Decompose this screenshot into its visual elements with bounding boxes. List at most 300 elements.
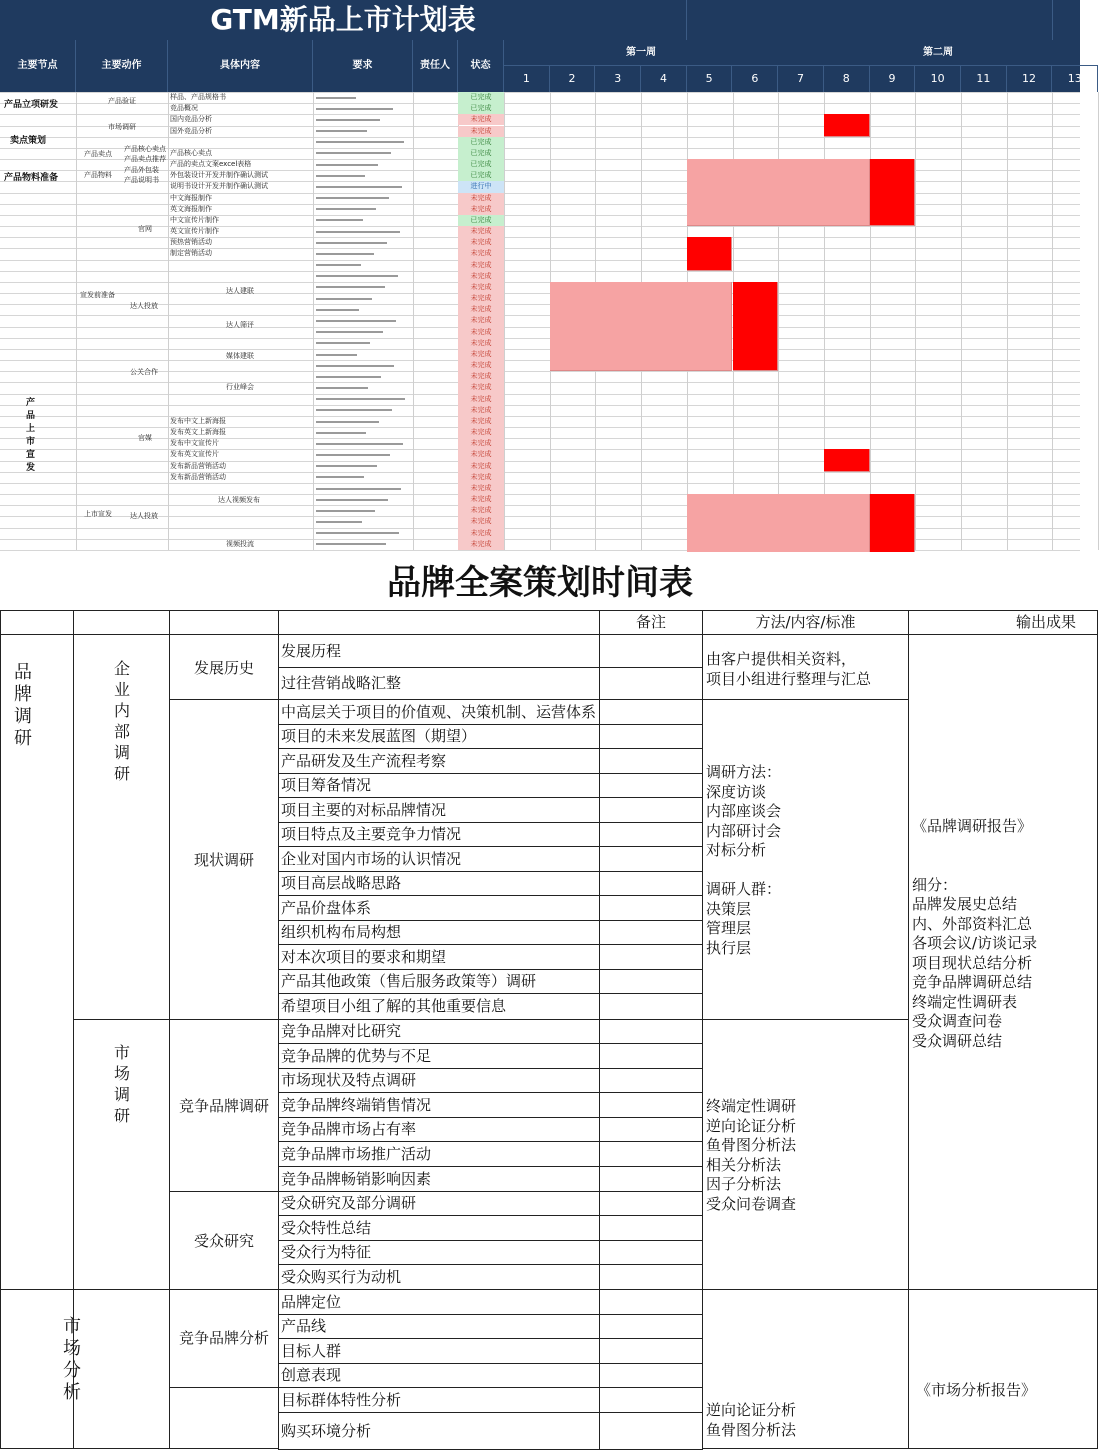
action-label: 产品卖点	[84, 150, 112, 158]
item-cell-border	[599, 1240, 703, 1265]
status-cell: 未完成	[458, 405, 504, 416]
day-header: 12	[1007, 66, 1053, 92]
item-cell-border	[599, 969, 703, 994]
status-cell: 未完成	[458, 483, 504, 494]
section-label: 市场分析	[63, 1316, 81, 1403]
status-cell: 未完成	[458, 248, 504, 259]
plan-item: 受众购买行为动机	[281, 1267, 402, 1286]
group-label: 市场调研	[113, 1043, 130, 1125]
requirement-text	[316, 298, 372, 300]
row-line	[0, 349, 1080, 350]
content-cell: 制定营销活动	[170, 249, 212, 258]
day-header: 1	[504, 66, 550, 92]
requirement-text	[316, 286, 385, 288]
requirement-text	[316, 465, 377, 467]
header-action: 主要动作	[76, 40, 168, 92]
day-header: 10	[915, 66, 961, 92]
requirement-text	[316, 432, 366, 434]
row-line	[0, 126, 1080, 127]
plan-item: 希望项目小组了解的其他重要信息	[281, 997, 507, 1015]
content-cell: 竞品概况	[170, 104, 198, 113]
status-cell: 未完成	[458, 449, 504, 460]
requirement-text	[316, 543, 386, 545]
status-cell: 未完成	[458, 394, 504, 405]
plan-item: 企业对国内市场的认识情况	[281, 849, 462, 868]
content-cell: 发布中文宣传片	[170, 439, 219, 448]
plan-item: 竞争品牌畅销影响因素	[281, 1169, 432, 1188]
status-cell: 未完成	[458, 349, 504, 360]
sub-item-label: 媒体建联	[226, 352, 254, 360]
row-line	[0, 516, 1080, 517]
note-header: 备注	[635, 613, 666, 631]
plan-item: 目标群体特性分析	[281, 1390, 402, 1409]
requirement-text	[316, 488, 401, 490]
brand-plan-sheet	[0, 552, 1080, 1440]
gtm-body	[0, 92, 1080, 550]
status-cell: 已完成	[458, 148, 504, 159]
day-header: 3	[595, 66, 641, 92]
status-cell: 未完成	[458, 293, 504, 304]
content-cell: 说明书设计开发并制作确认测试	[170, 182, 268, 191]
method-text: 由客户提供相关资料， 项目小组进行整理与汇总	[706, 650, 872, 688]
gantt-bar	[687, 159, 870, 226]
content-cell: 英文海报制作	[170, 204, 212, 213]
output-text: 《市场分析报告》	[916, 1381, 1037, 1399]
row-line	[0, 472, 1080, 473]
plan-item: 过往营销战略汇整	[281, 674, 402, 692]
item-cell-border	[599, 1092, 703, 1118]
item-cell-border	[599, 1043, 703, 1069]
sub-action-label: 产品外包装	[124, 166, 159, 174]
status-cell: 未完成	[458, 126, 504, 137]
row-line	[0, 237, 1080, 238]
node-materials: 产品物料准备	[4, 173, 59, 183]
plan-item: 项目特点及主要竞争力情况	[281, 825, 462, 843]
col-line	[413, 92, 414, 550]
content-cell: 外包装设计开发并制作确认测试	[170, 171, 268, 180]
plan-item: 发展历程	[281, 641, 342, 660]
status-cell: 进行中	[458, 181, 504, 192]
plan-item: 竞争品牌对比研究	[281, 1022, 402, 1040]
col-line	[961, 92, 962, 550]
requirement-text	[316, 130, 367, 132]
plan-item: 产品线	[281, 1317, 327, 1335]
item-cell-border	[599, 1166, 703, 1192]
title-divider	[1052, 0, 1053, 40]
row-line	[0, 181, 1080, 182]
row-line	[0, 449, 1080, 450]
row-line	[0, 114, 1080, 115]
item-cell-border	[599, 846, 703, 872]
row-line	[0, 483, 1080, 484]
brand-title: 品牌全案策划时间表	[387, 563, 693, 603]
status-cell: 未完成	[458, 226, 504, 237]
content-cell: 发布英文宣传片	[170, 450, 219, 459]
sub-action-label: 官媒	[138, 434, 152, 442]
content-cell: 发布新品营销活动	[170, 472, 226, 481]
sub-item-label: 行业峰会	[226, 383, 254, 391]
action-label: 市场调研	[108, 123, 136, 131]
status-cell: 未完成	[458, 204, 504, 215]
content-cell: 发布中文上新海报	[170, 416, 226, 425]
requirement-text	[316, 164, 378, 166]
row-line	[0, 103, 1080, 104]
action-label: 产品物料	[84, 171, 112, 179]
plan-item: 项目高层战略思路	[281, 874, 402, 892]
status-cell: 未完成	[458, 494, 504, 505]
status-cell: 未完成	[458, 461, 504, 472]
category-label: 受众研究	[193, 1232, 254, 1250]
item-cell-border	[599, 1338, 703, 1364]
gantt-bar	[733, 282, 779, 371]
plan-item: 竞争品牌市场推广活动	[281, 1144, 432, 1163]
item-cell-border	[599, 1289, 703, 1315]
gtm-plan-sheet	[0, 0, 1080, 552]
sub-item-label: 达人视频发布	[218, 496, 260, 504]
plan-item: 产品研发及生产流程考察	[281, 751, 447, 770]
header-owner: 责任人	[413, 40, 458, 92]
row-line	[0, 271, 1080, 272]
row-line	[0, 92, 1080, 93]
item-cell-border	[599, 748, 703, 774]
requirement-text	[316, 409, 392, 411]
status-cell: 已完成	[458, 92, 504, 103]
status-cell: 未完成	[458, 427, 504, 438]
item-cell-border	[599, 895, 703, 921]
status-cell: 未完成	[458, 382, 504, 393]
plan-item: 产品价盘体系	[281, 898, 372, 917]
requirement-text	[316, 521, 362, 523]
row-line	[0, 226, 1080, 227]
gantt-bar	[824, 114, 870, 136]
plan-item: 对本次项目的要求和期望	[281, 947, 447, 966]
content-cell: 英文宣传片制作	[170, 227, 219, 236]
status-cell: 未完成	[458, 315, 504, 326]
day-header: 7	[778, 66, 824, 92]
status-cell: 未完成	[458, 516, 504, 527]
row-line	[0, 315, 1080, 316]
plan-item: 品牌定位	[281, 1292, 342, 1311]
row-line	[0, 204, 1080, 205]
requirement-text	[316, 510, 375, 512]
item-cell-border	[599, 1363, 703, 1388]
row-line	[0, 360, 1080, 361]
method-text: 调研方法： 深度访谈 内部座谈会 内部研讨会 对标分析 调研人群： 决策层 管理层 执行层	[706, 763, 782, 957]
row-line	[0, 461, 1080, 462]
requirement-text	[316, 499, 388, 501]
requirement-text	[316, 175, 365, 177]
group-label: 企业内部调研	[113, 659, 130, 783]
action-label: 上市宣发	[84, 510, 112, 518]
status-cell: 已完成	[458, 137, 504, 148]
row-line	[0, 338, 1080, 339]
item-cell-border	[599, 667, 703, 700]
plan-item: 组织机构布局构想	[281, 923, 402, 941]
row-line	[0, 528, 1080, 529]
status-cell: 已完成	[458, 215, 504, 226]
output-text: 《品牌调研报告》 细分： 品牌发展史总结 内、外部资料汇总 各项会议/访谈记录 项目现状总结分析 竞争品牌调研总结 终端定性调研表 受众调查问卷 受众调研总结	[912, 817, 1038, 1050]
action-label: 产品验证	[108, 97, 136, 105]
gantt-bar	[550, 282, 733, 371]
day-header: 13	[1052, 66, 1098, 92]
method-text: 终端定性调研 逆向论证分析 鱼骨图分析法 相关分析法 因子分析法 受众问卷调查	[706, 1097, 797, 1213]
gtm-title-bar	[0, 0, 1080, 40]
row-line	[0, 494, 1080, 495]
item-cell-border	[599, 699, 703, 725]
requirement-text	[316, 454, 390, 456]
content-cell: 国外竞品分析	[170, 126, 212, 135]
status-cell: 未完成	[458, 528, 504, 539]
sub-action-label: 达人投放	[130, 302, 158, 310]
status-cell: 未完成	[458, 472, 504, 483]
status-cell: 已完成	[458, 103, 504, 114]
status-cell: 未完成	[458, 505, 504, 516]
item-cell-border	[599, 1191, 703, 1216]
status-cell: 未完成	[458, 438, 504, 449]
requirement-text	[316, 365, 394, 367]
category-label: 竞争品牌分析	[178, 1329, 269, 1347]
row-line	[0, 438, 1080, 439]
day-header: 8	[824, 66, 870, 92]
status-cell: 未完成	[458, 193, 504, 204]
plan-item: 项目筹备情况	[281, 776, 372, 794]
row-line	[0, 293, 1080, 294]
content-cell: 中文宣传片制作	[170, 215, 219, 224]
row-line	[0, 405, 1080, 406]
requirement-text	[316, 97, 356, 99]
row-line	[0, 327, 1080, 328]
sub-action-label: 产品卖点推荐	[124, 155, 166, 163]
content-cell: 发布新品营销活动	[170, 461, 226, 470]
content-cell: 国内竞品分析	[170, 115, 212, 124]
item-cell-border	[599, 1141, 703, 1167]
item-cell-border	[599, 871, 703, 896]
requirement-text	[316, 152, 391, 154]
group-cell	[73, 1289, 170, 1449]
row-line	[0, 427, 1080, 428]
title-divider	[686, 0, 687, 40]
day-header: 2	[550, 66, 596, 92]
plan-item: 创意表现	[281, 1366, 342, 1384]
requirement-text	[316, 108, 393, 110]
plan-item: 购买环境分析	[281, 1421, 372, 1440]
gantt-bar	[824, 449, 870, 471]
status-cell: 未完成	[458, 416, 504, 427]
requirement-text	[316, 197, 389, 199]
col-line	[313, 92, 314, 550]
plan-item: 中高层关于项目的价值观、决策机制、运营体系	[281, 702, 597, 721]
item-cell-border	[599, 1314, 703, 1339]
status-cell: 未完成	[458, 114, 504, 125]
plan-item: 竞争品牌的优势与不足	[281, 1046, 432, 1065]
day-header: 9	[870, 66, 916, 92]
item-cell-border	[599, 1412, 703, 1450]
row-line	[0, 215, 1080, 216]
requirement-text	[316, 320, 396, 322]
gtm-header-row	[0, 40, 1080, 92]
header-cell	[0, 610, 74, 635]
item-cell-border	[278, 1314, 600, 1339]
output-header: 输出成果	[1016, 613, 1077, 631]
requirement-text	[316, 141, 404, 143]
item-cell-border	[599, 944, 703, 970]
plan-item: 项目的未来发展蓝图（期望）	[281, 727, 477, 745]
requirement-text	[316, 532, 399, 534]
day-header: 5	[687, 66, 733, 92]
day-header: 11	[961, 66, 1007, 92]
row-line	[0, 539, 1080, 540]
node-selling-points: 卖点策划	[10, 136, 47, 146]
status-cell: 已完成	[458, 159, 504, 170]
requirement-text	[316, 342, 370, 344]
row-line	[0, 304, 1080, 305]
row-line	[0, 416, 1080, 417]
status-cell: 未完成	[458, 539, 504, 550]
plan-item: 受众特性总结	[281, 1218, 372, 1237]
sub-item-label: 达人筛评	[226, 321, 254, 329]
content-cell: 样品、产品规格书	[170, 93, 226, 101]
requirement-text	[316, 264, 361, 266]
row-line	[0, 170, 1080, 171]
requirement-text	[316, 354, 357, 356]
requirement-text	[316, 275, 398, 277]
week-two-header: 第二周	[778, 40, 1098, 66]
requirement-text	[316, 242, 387, 244]
status-cell: 未完成	[458, 271, 504, 282]
content-cell: 产品核心卖点	[170, 148, 212, 157]
item-cell-border	[599, 773, 703, 798]
action-label: 宣发前准备	[80, 291, 115, 299]
requirement-text	[316, 309, 359, 311]
gtm-title: GTM新品上市计划表	[210, 3, 476, 36]
method-text: 逆向论证分析 鱼骨图分析法	[706, 1401, 797, 1439]
row-line	[0, 382, 1080, 383]
header-cell	[278, 610, 600, 635]
category-cell	[169, 1387, 279, 1449]
sub-item-label: 达人建联	[226, 287, 254, 295]
col-line	[1007, 92, 1008, 550]
status-cell: 未完成	[458, 360, 504, 371]
row-line	[0, 248, 1080, 249]
content-cell: 产品的卖点文案excel表格	[170, 160, 252, 169]
sub-action-label: 官网	[138, 225, 152, 233]
gantt-bar	[687, 237, 733, 271]
row-line	[0, 260, 1080, 261]
requirement-text	[316, 253, 374, 255]
day-header: 4	[641, 66, 687, 92]
header-content: 具体内容	[168, 40, 313, 92]
requirement-text	[316, 331, 383, 333]
category-label: 发展历史	[193, 659, 254, 677]
requirement-text	[316, 186, 402, 188]
item-cell-border	[599, 920, 703, 945]
plan-item: 竞争品牌市场占有率	[281, 1120, 417, 1138]
header-node: 主要节点	[0, 40, 76, 92]
item-cell-border	[599, 1019, 703, 1044]
row-line	[0, 550, 1080, 551]
content-cell: 中文海报制作	[170, 193, 212, 202]
row-line	[0, 505, 1080, 506]
item-cell-border	[599, 993, 703, 1020]
row-line	[0, 371, 1080, 372]
plan-item: 受众行为特征	[281, 1243, 372, 1261]
section-label: 品牌调研	[14, 662, 32, 749]
status-cell: 未完成	[458, 237, 504, 248]
requirement-text	[316, 443, 403, 445]
header-cell	[169, 610, 279, 635]
plan-item: 市场现状及特点调研	[281, 1071, 417, 1089]
item-cell-border	[599, 1068, 703, 1093]
sub-action-label: 达人投放	[130, 512, 158, 520]
requirement-text	[316, 421, 379, 423]
item-cell-border	[599, 634, 703, 668]
header-status: 状态	[458, 40, 504, 92]
col-line	[168, 92, 169, 550]
item-cell-border	[599, 724, 703, 749]
row-line	[0, 394, 1080, 395]
header-requirement: 要求	[313, 40, 413, 92]
header-cell	[73, 610, 170, 635]
row-line	[0, 282, 1080, 283]
requirement-text	[316, 219, 363, 221]
requirement-text	[316, 387, 368, 389]
node-product-dev: 产品立项研发	[4, 100, 59, 110]
sub-action-label: 公关合作	[130, 368, 158, 376]
requirement-text	[316, 476, 364, 478]
sub-item-label: 视频投流	[226, 540, 254, 548]
item-cell-border	[599, 797, 703, 823]
gantt-bar	[870, 159, 916, 226]
col-line	[915, 92, 916, 550]
plan-item: 目标人群	[281, 1341, 342, 1360]
status-cell: 已完成	[458, 170, 504, 181]
item-cell-border	[599, 1215, 703, 1241]
status-cell: 未完成	[458, 282, 504, 293]
day-header: 6	[733, 66, 779, 92]
content-cell: 发布英文上新海报	[170, 428, 226, 437]
plan-item: 竞争品牌终端销售情况	[281, 1095, 432, 1114]
plan-item: 项目主要的对标品牌情况	[281, 800, 447, 819]
requirement-text	[316, 398, 405, 400]
row-line	[0, 193, 1080, 194]
sub-action-label: 产品核心卖点	[124, 145, 166, 153]
col-line	[76, 92, 77, 550]
content-cell: 预热营销活动	[170, 238, 212, 247]
status-cell: 未完成	[458, 327, 504, 338]
status-cell: 未完成	[458, 371, 504, 382]
item-cell-border	[599, 1264, 703, 1290]
status-cell: 未完成	[458, 260, 504, 271]
status-cell: 未完成	[458, 338, 504, 349]
col-line	[504, 92, 505, 550]
method-header: 方法/内容/标准	[755, 613, 856, 631]
status-cell: 未完成	[458, 304, 504, 315]
requirement-text	[316, 231, 400, 233]
category-label: 现状调研	[193, 851, 254, 869]
row-line	[0, 137, 1080, 138]
requirement-text	[316, 208, 376, 210]
requirement-text	[316, 119, 380, 121]
item-cell-border	[599, 822, 703, 847]
requirement-text	[316, 376, 381, 378]
plan-item: 受众研究及部分调研	[281, 1194, 417, 1212]
plan-item: 产品其他政策（售后服务政策等）调研	[281, 972, 537, 990]
item-cell-border	[599, 1117, 703, 1142]
node-launch: 产品上市宣发	[26, 398, 36, 473]
category-label: 竞争品牌调研	[178, 1097, 269, 1115]
output-cell	[908, 1289, 1098, 1449]
item-cell-border	[599, 1387, 703, 1413]
